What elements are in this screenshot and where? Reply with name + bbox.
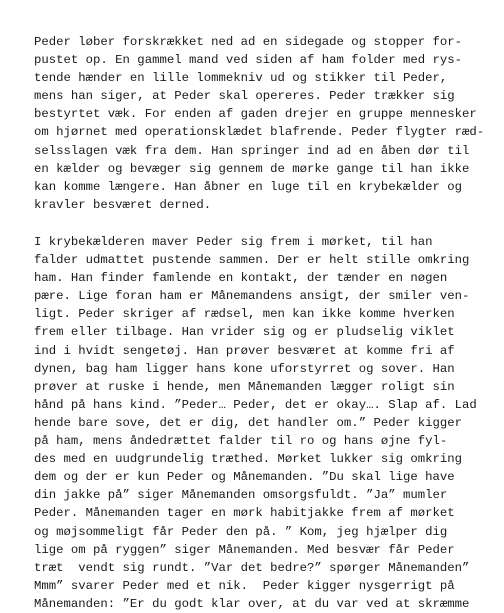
text-line: tende hænder en lille lommekniv ud og stikker til Peder,: [34, 71, 448, 86]
text-line: frem eller tilbage. Han vrider sig og er pludselig viklet: [34, 325, 455, 340]
text-line: bestyrtet væk. For enden af gaden drejer en gruppe mennesker: [34, 107, 477, 122]
text-line: Peder. Månemanden tager en mørk habitjakke frem af mørket: [34, 506, 455, 521]
text-line: dynen, bag ham ligger hans kone uforstyrret og sover. Han: [34, 361, 455, 376]
text-line: og møjsommeligt får Peder den på. ” Kom, jeg hjælper dig: [34, 524, 448, 539]
text-line: hende bare sove, det er dig, det handler om.” Peder kigger: [34, 415, 463, 430]
paragraph-2: [34, 233, 494, 613]
text-line: træt vendt sig rundt. ”Var det bedre?” spørger Månemanden”: [34, 560, 470, 575]
text-line: lige om på ryggen” siger Månemanden. Med besvær får Peder: [34, 542, 455, 557]
text-line: falder udmattet pustende sammen. Der er helt stille omkring: [34, 253, 470, 268]
text-line: kan komme længere. Han åbner en luge til en krybekælder og: [34, 179, 463, 194]
text-line: Månemanden: ”Er du godt klar over, at du var ved at skræmme: [34, 596, 470, 611]
text-line: prøver at ruske i hende, men Månemanden lægger roligt sin: [34, 379, 455, 394]
text-line: på ham, mens åndedrættet falder til ro og hans øjne fyl-: [34, 434, 448, 449]
text-line: pære. Lige foran ham er Månemandens ansigt, der smiler ven-: [34, 289, 470, 304]
text-line: kravler besværet derned.: [34, 197, 212, 212]
text-line: ligt. Peder skriger af rædsel, men kan ikke komme hverken: [34, 307, 455, 322]
text-line: mens han siger, at Peder skal opereres. Peder trækker sig: [34, 89, 455, 104]
text-line: selsslagen væk fra dem. Han springer ind ad en åben dør til: [34, 143, 470, 158]
text-line: ham. Han finder famlende en kontakt, der tænder en nøgen: [34, 271, 448, 286]
text-line: pustet op. En gammel mand ved siden af ham folder med rys-: [34, 53, 463, 68]
text-line: Mmm” svarer Peder med et nik. Peder kigger nysgerrigt på: [34, 578, 455, 593]
text-line: hånd på hans kind. ”Peder… Peder, det er okay…. Slap af. Lad: [34, 397, 477, 412]
text-line: din jakke på” siger Månemanden omsorgsfuldt. ”Ja” mumler: [34, 488, 448, 503]
text-line: dem og der er kun Peder og Månemanden. ”Du skal lige have: [34, 470, 455, 485]
text-line: des med en uudgrundelig træthed. Mørket lukker sig omkring: [34, 452, 463, 467]
text-line: en kælder og bevæger sig gennem de mørke gange til han ikke: [34, 161, 470, 176]
text-line: om hjørnet med operationsklædet blafrende. Peder flygter ræd-: [34, 125, 485, 140]
text-line: I krybekælderen maver Peder sig frem i mørket, til han: [34, 235, 433, 249]
paragraph-1: [34, 33, 494, 214]
text-line: ind i hvidt sengetøj. Han prøver besværet at komme fri af: [34, 343, 455, 358]
text-line: Peder løber forskrækket ned ad en sidegade og stopper for-: [34, 35, 463, 49]
